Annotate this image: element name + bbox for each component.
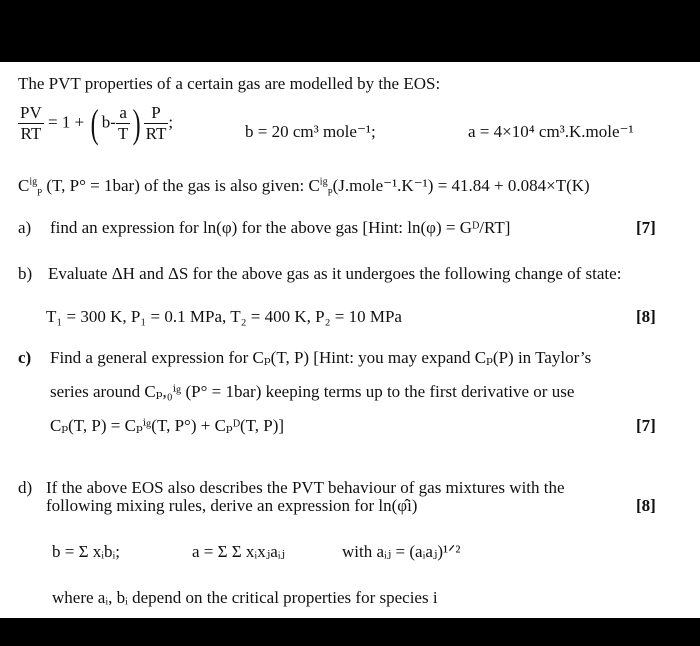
cp-line: $C^{ig}_P$ (T, P° = 1bar) of the gas is also given: $C^{ig}_P(J.mole^{-1}.K^{-1}) = 41.84 + 0.084\times T(K)$ (18, 176, 590, 198)
question-b-label: b) (18, 264, 33, 283)
eos-equation (18, 100, 173, 147)
frac-den: RT (20, 124, 42, 143)
question-a-label: a) (18, 218, 32, 237)
open-paren: ( (91, 101, 100, 146)
frac-den: T (117, 124, 129, 143)
question-c-label: c) (18, 348, 32, 367)
close-paren: ) (132, 101, 141, 146)
cp-text: of the gas is also given: (144, 176, 305, 195)
question-d-line1: If the above EOS also describes the PVT behaviour of gas mixtures with the (46, 478, 565, 497)
cp-symbol: C (18, 176, 30, 195)
frac-num: P (144, 103, 169, 124)
a-t-fraction (116, 103, 130, 144)
intro-text: The PVT properties of a certain gas are modelled by the EOS: (18, 74, 441, 93)
frac-den: RT (145, 124, 167, 143)
question-b-marks: [8] (636, 307, 656, 326)
frac-num: a (116, 103, 130, 124)
frac-num: PV (20, 103, 42, 122)
question-b-state: T₁ = 300 K, P₁ = 0.1 MPa, T₂ = 400 K, P₂ = 10 MPa (46, 307, 402, 326)
cp-correlation: (J.mole⁻¹.K⁻¹) = 41.84 + 0.084×T(K) (332, 176, 590, 195)
question-c-line2: series around Cₚ,₀ⁱᵍ (P° = 1bar) keeping terms up to the first derivative or use (50, 382, 575, 401)
mixing-rule-aij: with aᵢⱼ = (aᵢaⱼ)¹ᐟ² (342, 542, 461, 561)
cp-args: (T, P° = 1bar) (46, 176, 140, 195)
question-a-marks: [7] (636, 218, 656, 237)
b-value: b = 20 cm³ mole⁻¹; (245, 122, 376, 141)
question-c-marks: [7] (636, 416, 656, 435)
question-b-text: Evaluate ΔH and ΔS for the above gas as it undergoes the following change of state: (48, 264, 622, 283)
eos-term: ; (168, 112, 174, 132)
question-d-note: where aᵢ, bᵢ depend on the critical properties for species i (52, 588, 438, 607)
question-c-line3: Cₚ(T, P) = Cₚⁱᵍ(T, P°) + Cₚᴰ(T, P)] (50, 416, 285, 435)
question-d-marks: [8] (636, 496, 656, 515)
question-c-line1: Find a general expression for Cₚ(T, P) [Hint: you may expand Cₚ(P) in Taylor’s (50, 348, 592, 367)
eos-term: = 1 + (47, 112, 85, 132)
question-d-line2: following mixing rules, derive an expression for ln(φ̂i) (46, 496, 418, 515)
p-rt-fraction (144, 103, 169, 144)
mixing-rule-a: a = Σ Σ xᵢxⱼaᵢⱼ (192, 542, 286, 561)
pv-rt-fraction (18, 103, 44, 144)
mixing-rule-b: b = Σ xᵢbᵢ; (52, 542, 121, 561)
a-value: a = 4×10⁴ cm³.K.mole⁻¹ (468, 122, 634, 141)
question-a-text: find an expression for ln(φ) for the above gas [Hint: ln(φ) = Gᴰ/RT] (50, 218, 511, 237)
question-d-label: d) (18, 478, 33, 497)
document-page (0, 62, 700, 618)
eos-term: b- (101, 112, 116, 132)
